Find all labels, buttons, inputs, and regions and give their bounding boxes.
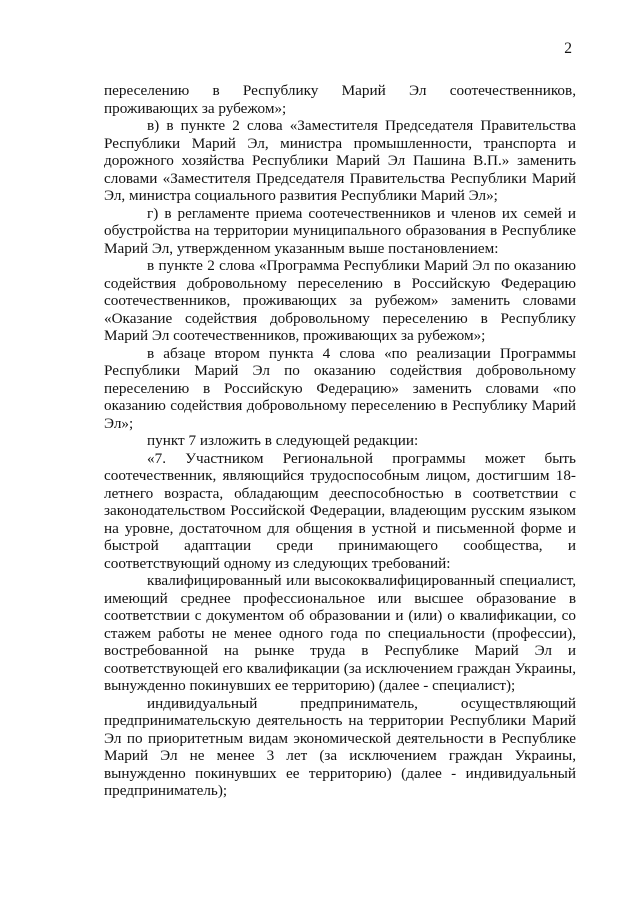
paragraph: «7. Участником Региональной программы может быть соотечественник, являющийся трудоспособным лицом, достигшим 18-летнего возраста, обладающим дееспособностью в соответствии с законодательством Российской Федерации, владеющим русским языком на уровне, достаточном для общения в устной и письменной форме и быстрой адаптации среди принимающего сообщества, и соответствующий одному из следующих требований: [104,449,576,572]
paragraph: пункт 7 изложить в следующей редакции: [147,432,419,449]
paragraph: индивидуальный предприниматель, осуществляющий предпринимательскую деятельность на территории Республики Марий Эл по приоритетным видам экономической деятельности в Республике Марий Эл не менее 3 лет (за исключением граждан Украины, вынужденно покинувших ее территорию) (далее - индивидуальный предприниматель); [104,694,576,799]
paragraph: в) в пункте 2 слова «Заместителя Председателя Правительства Республики Марий Эл, министра промышленности, транспорта и дорожного хозяйства Республики Марий Эл Пашина В.П.» заменить словами «Заместителя Председателя Правительства Республики Марий Эл, министра социального развития Республики Марий Эл»; [104,117,576,204]
paragraph: переселению в Республику Марий Эл соотечественников, проживающих за рубежом»; [104,82,576,117]
paragraph: в абзаце втором пункта 4 слова «по реализации Программы Республики Марий Эл по оказанию содействия добровольному переселению в Российскую Федерацию» заменить словами «по оказанию содействия добровольному переселению в Республику Марий Эл»; [104,344,576,432]
paragraph: г) в регламенте приема соотечественников и членов их семей и обустройства на территории муниципального образования в Республике Марий Эл, утвержденном указанным выше постановлением: [104,204,576,257]
page-number: 2 [564,40,572,57]
paragraph: квалифицированный или высококвалифицированный специалист, имеющий среднее профессиональное или высшее образование в соответствии с документом об образовании и (или) о квалификации, со стажем работы не менее одного года по специальности (профессии), востребованной на рынке труда в Республике Марий Эл и соответствующей его квалификации (за исключением граждан Украины, вынужденно покинувших ее территорию) (далее - специалист); [104,572,576,694]
paragraph: в пункте 2 слова «Программа Республики Марий Эл по оказанию содействия добровольному переселению в Российскую Федерацию соотечественников, проживающих за рубежом» заменить словами «Оказание содействия добровольному переселению в Республику Марий Эл соотечественников, проживающих за рубежом»; [104,257,576,344]
document-body [104,82,576,800]
